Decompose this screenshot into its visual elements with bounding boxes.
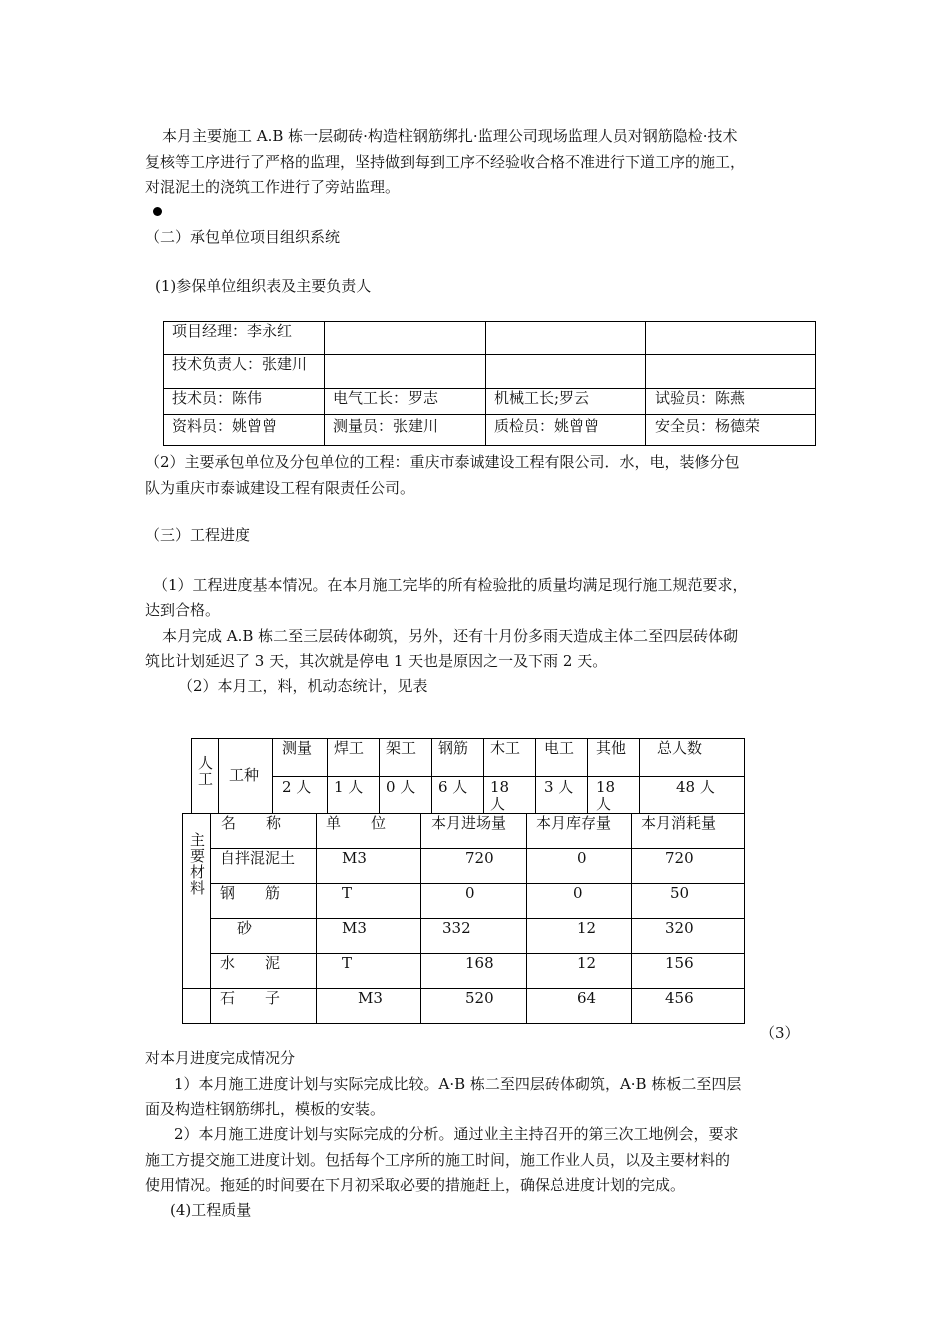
material-in: 332	[442, 919, 471, 937]
material-header: 本月消耗量	[641, 814, 717, 832]
material-stock: 12	[577, 954, 597, 972]
material-unit: T	[342, 884, 353, 902]
sub-3-title: 对本月进度完成情况分	[145, 1049, 296, 1067]
analysis-line-5: 使用情况。拖延的时间要在下月初采取必要的措施赶上，确保总进度计划的完成。	[145, 1176, 686, 1194]
labor-count-total: 48 人	[676, 778, 715, 796]
material-header: 本月进场量	[431, 814, 507, 832]
material-name: 水 泥	[220, 954, 281, 972]
labor-header: 木工	[490, 739, 521, 757]
material-in: 0	[465, 884, 475, 902]
material-name: 石 子	[220, 989, 281, 1007]
material-in: 168	[465, 954, 494, 972]
material-used: 156	[665, 954, 694, 972]
contractor-line-1: （2）主要承包单位及分包单位的工程：重庆市泰诚建设工程有限公司．水，电，装修分包	[145, 453, 740, 471]
material-unit: M3	[358, 989, 383, 1007]
material-name: 砂	[237, 919, 253, 937]
bullet-icon	[153, 207, 162, 216]
labor-header: 其他	[596, 739, 627, 757]
section-3-title: （三）工程进度	[145, 526, 251, 544]
labor-header: 测量	[282, 739, 313, 757]
labor-header: 钢筋	[438, 739, 469, 757]
analysis-line-1: 1）本月施工进度计划与实际完成比较。A·B 栋二至四层砖体砌筑，A·B 栋板二至四层	[174, 1075, 742, 1093]
labor-count: 3 人	[544, 778, 574, 796]
labor-side-label: 人工	[198, 754, 214, 788]
org-cell-tech-lead: 技术负责人：张建川	[172, 355, 308, 373]
org-table-title: (1)参保单位组织表及主要负责人	[155, 277, 372, 295]
labor-header: 电工	[544, 739, 575, 757]
labor-count: 18 人	[596, 778, 616, 813]
progress-line-5: （2）本月工，料，机动态统计，见表	[178, 677, 428, 695]
material-used: 456	[665, 989, 694, 1007]
material-used: 720	[665, 849, 694, 867]
material-unit: M3	[342, 919, 367, 937]
section-2-title: （二）承包单位项目组织系统	[145, 228, 341, 246]
org-cell: 试验员：陈燕	[655, 389, 746, 407]
labor-count: 18 人	[490, 778, 510, 813]
material-header: 名 称	[221, 814, 282, 832]
labor-count: 0 人	[386, 778, 416, 796]
labor-header: 焊工	[334, 739, 365, 757]
labor-count: 2 人	[282, 778, 312, 796]
material-unit: M3	[342, 849, 367, 867]
material-name: 自拌混泥土	[220, 849, 296, 867]
material-used: 50	[670, 884, 690, 902]
analysis-line-4: 施工方提交施工进度计划。包括每个工序所的施工时间，施工作业人员，以及主要材料的	[145, 1151, 731, 1169]
progress-line-3: 本月完成 A.B 栋二至三层砖体砌筑，另外，还有十月份多雨天造成主体二至四层砖体砌	[162, 627, 739, 645]
labor-count: 1 人	[334, 778, 364, 796]
progress-line-2: 达到合格。	[145, 601, 221, 619]
org-cell: 质检员：姚曾曾	[494, 417, 600, 435]
material-used: 320	[665, 919, 694, 937]
material-unit: T	[342, 954, 353, 972]
analysis-line-2: 面及构造柱钢筋绑扎，模板的安装。	[145, 1100, 386, 1118]
sub-3-mark: （3）	[760, 1024, 800, 1042]
intro-line-2: 复核等工序进行了严格的监理，坚持做到每到工序不经验收合格不准进行下道工序的施工，	[145, 153, 746, 171]
org-cell-manager: 项目经理：李永红	[172, 322, 293, 340]
material-side-label: 主要材料	[190, 831, 206, 897]
labor-type-label: 工种	[229, 766, 260, 784]
material-in: 520	[465, 989, 494, 1007]
org-cell: 测量员：张建川	[333, 417, 439, 435]
org-cell: 资料员：姚曾曾	[172, 417, 278, 435]
contractor-line-2: 队为重庆市泰诚建设工程有限责任公司。	[145, 479, 416, 497]
org-cell: 技术员：陈伟	[172, 389, 263, 407]
progress-line-1: （1）工程进度基本情况。在本月施工完毕的所有检验批的质量均满足现行施工规范要求，	[153, 576, 748, 594]
intro-line-3: 对混泥土的浇筑工作进行了旁站监理。	[145, 178, 401, 196]
material-name: 钢 筋	[220, 884, 281, 902]
material-stock: 12	[577, 919, 597, 937]
org-cell: 电气工长：罗志	[333, 389, 439, 407]
labor-count: 6 人	[438, 778, 468, 796]
material-header: 本月库存量	[536, 814, 612, 832]
org-cell: 机械工长;罗云	[494, 389, 590, 407]
material-header: 单 位	[326, 814, 387, 832]
material-in: 720	[465, 849, 494, 867]
material-stock: 0	[573, 884, 583, 902]
analysis-line-3: 2）本月施工进度计划与实际完成的分析。通过业主主持召开的第三次工地例会，要求	[174, 1125, 739, 1143]
material-stock: 64	[577, 989, 597, 1007]
progress-line-4: 筑比计划延迟了 3 天，其次就是停电 1 天也是原因之一及下雨 2 天。	[145, 652, 608, 670]
labor-header: 总人数	[657, 739, 703, 757]
org-cell: 安全员：杨德荣	[655, 417, 761, 435]
intro-line-1: 本月主要施工 A.B 栋一层砌砖·构造柱钢筋绑扎·监理公司现场监理人员对钢筋隐检·技术	[162, 127, 738, 145]
labor-header: 架工	[386, 739, 417, 757]
quality-title: (4)工程质量	[170, 1201, 252, 1219]
material-stock: 0	[577, 849, 587, 867]
